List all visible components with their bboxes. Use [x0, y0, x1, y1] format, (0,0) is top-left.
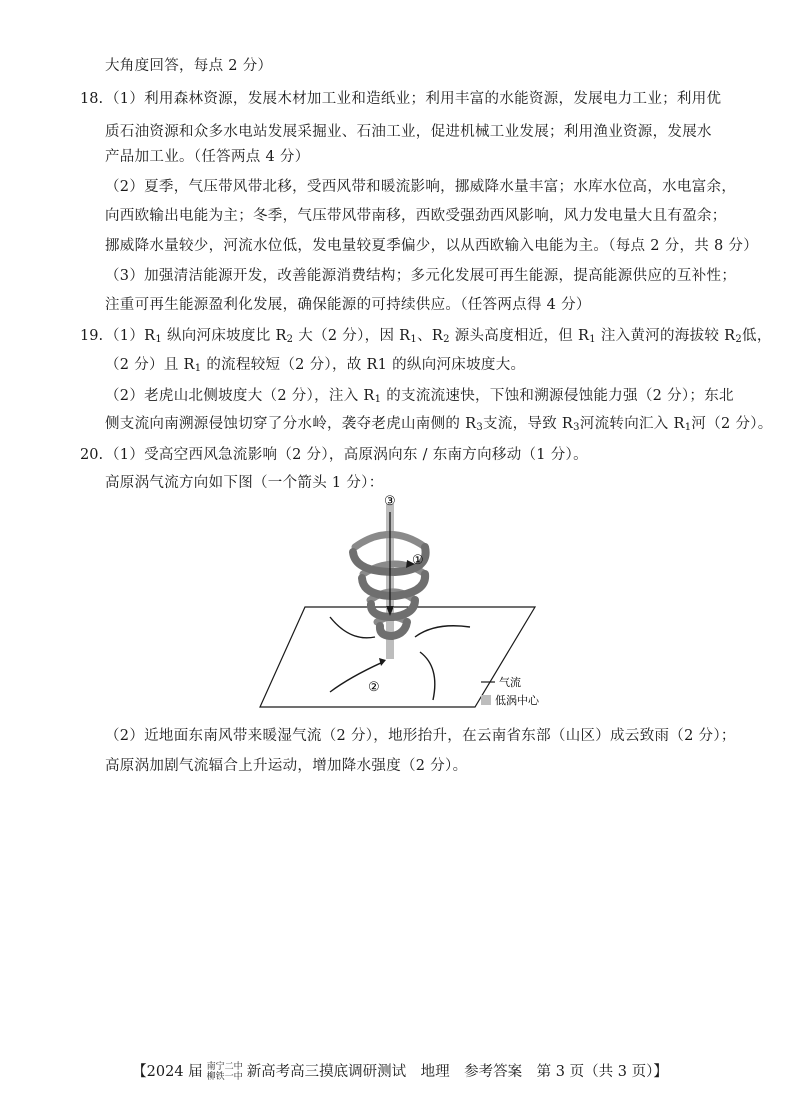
q19-part1-line2: （2 分）且 $R_1$ 的流程较短（2 分），故 R1 的纵向河床坡度大。 — [105, 357, 526, 374]
footer-open: 【2024 届 — [132, 1064, 203, 1080]
page-footer — [0, 1062, 800, 1082]
q18-part1-line3: 产品加工业。（任答两点 4 分） — [105, 149, 310, 165]
legend-center-swatch — [481, 695, 491, 705]
q18-part3-line1: （3）加强清洁能源开发，改善能源消费结构；多元化发展可再生能源，提高能源供应的互补性； — [105, 268, 737, 284]
legend-flow-label: 气流 — [499, 676, 521, 689]
q20-part2-line1: （2）近地面东南风带来暖湿气流（2 分），地形抬升，在云南省东部（山区）成云致雨（2 分）； — [105, 728, 736, 744]
q18-part1-line1: （1）利用森林资源，发展木材加工业和造纸业；利用丰富的水能资源，发展电力工业；利用优 — [105, 91, 722, 107]
question-number-20: 20. — [80, 447, 104, 463]
q19-part1-line1: $(1)R_1$ 纵向河床坡度比 $R_2$ 大（2 分），因 $R_1$、$R_2$ 源头高度相近，但 $R_1$ 注入黄河的海拔较 $R_2$低， — [105, 328, 772, 345]
q20-part2-line2: 高原涡加剧气流辐合上升运动，增加降水强度（2 分）。 — [105, 758, 468, 774]
question-number-18: 18. — [80, 91, 104, 107]
q18-part1-line2: 质石油资源和众多水电站发展采掘业、石油工业，促进机械工业发展；利用渔业资源，发展水 — [105, 124, 712, 140]
inflow-arrow-icon — [379, 658, 386, 666]
q20-part1-line1: （1）受高空西风急流影响（2 分），高原涡向东 / 东南方向移动（1 分）。 — [105, 447, 588, 463]
question-number-19: 19. — [80, 328, 104, 344]
label-3: ③ — [384, 494, 396, 509]
q18-part3-line2: 注重可再生能源盈利化发展，确保能源的可持续供应。（任答两点得 4 分） — [105, 297, 591, 313]
footer-schools: 南宁二中 柳铁一中 — [206, 1062, 243, 1082]
q18-part2-line1: （2）夏季，气压带风带北移，受西风带和暖流影响，挪威降水量丰富；水库水位高，水电富余， — [105, 179, 737, 195]
q18-part2-line3: 挪威降水量较少，河流水位低，发电量较夏季偏少，以从西欧输入电能为主。（每点 2 分，共 8 分） — [105, 238, 759, 254]
legend-center-label: 低涡中心 — [495, 694, 539, 707]
q19-part2-line1: （2）老虎山北侧坡度大（2 分），注入 $R_1$ 的支流流速快，下蚀和溯源侵蚀能力强（2 分）；东北 — [105, 388, 734, 405]
q18-part2-line2: 向西欧输出电能为主；冬季，气压带风带南移，西欧受强劲西风影响，风力发电量大且有盈余； — [105, 208, 727, 224]
ground-plane — [260, 607, 535, 707]
footer-title: 新高考高三摸底调研测试 地理 参考答案 第 3 页（共 3 页）】 — [246, 1064, 668, 1080]
label-2: ② — [368, 680, 380, 695]
plateau-vortex-diagram — [255, 492, 555, 717]
label-1: ① — [412, 553, 424, 568]
q19-part2-line2: 侧支流向南溯源侵蚀切穿了分水岭，袭夺老虎山南侧的 $R_3$支流，导致 $R_3$河流转向汇入 $R_1$河（2 分）。 — [105, 416, 773, 433]
continued-line: 大角度回答，每点 2 分） — [105, 58, 273, 74]
q20-part1-line2: 高原涡气流方向如下图（一个箭头 1 分）： — [105, 475, 384, 491]
